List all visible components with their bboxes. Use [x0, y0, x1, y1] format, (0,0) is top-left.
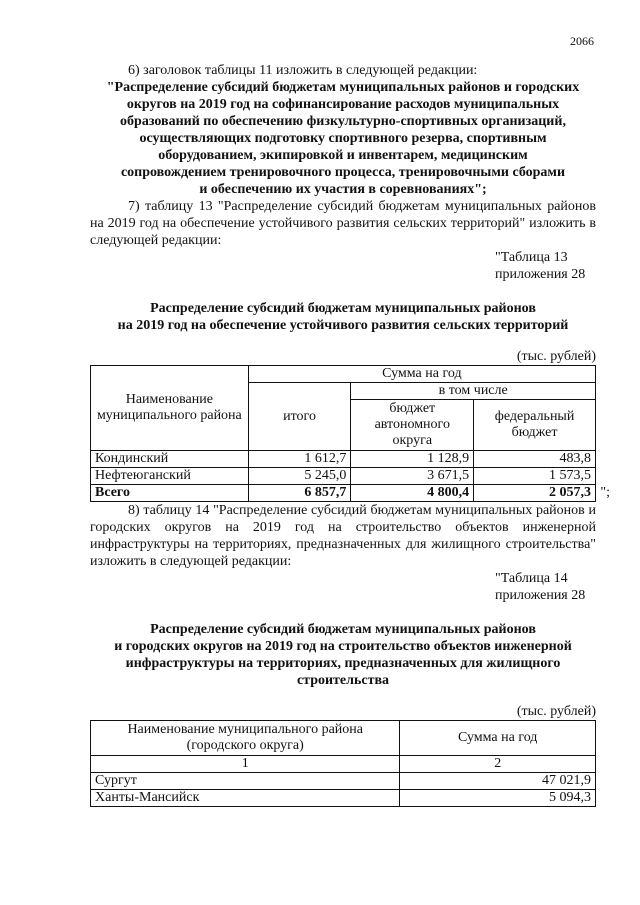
- table13-title: [90, 300, 596, 334]
- item8-text: 8) таблицу 14 "Распределение субсидий бюджетам муниципальных районов и городских округов на 2019 год на строительство объектов инженерной инфраструктуры на территориях, предназначенных для жилищного строительства" изложить в следующей редакции:: [90, 503, 596, 569]
- table13-cell-total: 5 245,0: [248, 468, 351, 485]
- table14-ref-line: "Таблица 14: [495, 571, 568, 586]
- table13-header-name: Наименование муниципального района: [91, 366, 249, 451]
- table13-cell-auto: 1 128,9: [351, 451, 474, 468]
- document-body: [90, 62, 610, 807]
- table13-header-sum: Сумма на год: [248, 366, 595, 383]
- table13-total-federal: 2 057,3: [474, 485, 596, 502]
- item6-title-line: сопровождением тренировочного процесса, тренировочными сборами: [120, 165, 566, 180]
- table13-cell-federal: 1 573,5: [474, 468, 596, 485]
- table14-reference: [495, 570, 596, 604]
- table14-cell-name: Сургут: [91, 773, 400, 790]
- table13: [90, 365, 596, 502]
- table14-col-number: 2: [400, 756, 596, 773]
- table13-closing-quote: ";: [600, 485, 610, 500]
- table13-total-total: 6 857,7: [248, 485, 351, 502]
- item6-title: [90, 79, 596, 198]
- table13-ref-line: "Таблица 13: [495, 250, 568, 265]
- item6-title-line: образований по обеспечению физкультурно-спортивных организаций,: [120, 114, 566, 129]
- table13-cell-auto: 3 671,5: [351, 468, 474, 485]
- table14-number-row: [91, 756, 596, 773]
- table14-cell-name: Ханты-Мансийск: [91, 790, 400, 807]
- table13-reference: [495, 249, 596, 283]
- table13-total-row: [91, 485, 596, 502]
- table13-header-total: итого: [248, 383, 351, 451]
- item6-title-line: округов на 2019 год на софинансирование расходов муниципальных: [126, 97, 560, 112]
- table-row: [91, 451, 596, 468]
- table13-cell-federal: 483,8: [474, 451, 596, 468]
- table-row: [91, 773, 596, 790]
- table13-title-line: Распределение субсидий бюджетам муниципальных районов: [150, 301, 536, 316]
- item6-intro: 6) заголовок таблицы 11 изложить в следующей редакции:: [128, 63, 478, 78]
- item7-text: 7) таблицу 13 "Распределение субсидий бюджетам муниципальных районов на 2019 год на обеспечение устойчивого развития сельских территорий" изложить в следующей редакции:: [90, 199, 596, 248]
- table13-header-auto: бюджет автономного округа: [351, 400, 474, 451]
- table13-ref-line: приложения 28: [495, 267, 586, 282]
- table13-cell-name: Кондинский: [91, 451, 249, 468]
- table14-header-sum: Сумма на год: [400, 721, 596, 756]
- table13-title-line: на 2019 год на обеспечение устойчивого развития сельских территорий: [117, 318, 569, 333]
- table14-unit: (тыс. рублей): [516, 704, 596, 719]
- table14-title-line: Распределение субсидий бюджетам муниципальных районов: [150, 622, 536, 637]
- table14-cell-value: 5 094,3: [400, 790, 596, 807]
- table-row: [91, 790, 596, 807]
- item6-title-line: осуществляющих подготовку спортивного резерва, спортивным: [139, 131, 547, 146]
- table14-title: [90, 621, 596, 689]
- table13-header-federal: федеральный бюджет: [474, 400, 596, 451]
- table13-wrapper: [90, 365, 610, 502]
- item6-title-line: оборудованием, экипировкой и инвентарем, медицинским: [158, 148, 528, 163]
- table13-total-auto: 4 800,4: [351, 485, 474, 502]
- table13-header-including: в том числе: [351, 383, 596, 400]
- table-row: [91, 468, 596, 485]
- table13-unit: (тыс. рублей): [516, 349, 596, 364]
- table14-col-number: 1: [91, 756, 400, 773]
- table14-header-name: Наименование муниципального района (городского округа): [91, 721, 400, 756]
- item6-title-line: и обеспечению их участия в соревнованиях";: [199, 182, 487, 197]
- table14: [90, 720, 596, 807]
- table14-title-line: инфраструктуры на территориях, предназначенных для жилищного: [125, 656, 561, 671]
- table14-cell-value: 47 021,9: [400, 773, 596, 790]
- table14-title-line: строительства: [296, 673, 390, 688]
- table13-total-name: Всего: [91, 485, 249, 502]
- table14-ref-line: приложения 28: [495, 588, 586, 603]
- item6-title-line: "Распределение субсидий бюджетам муниципальных районов и городских: [106, 80, 580, 95]
- table13-cell-total: 1 612,7: [248, 451, 351, 468]
- table13-cell-name: Нефтеюганский: [91, 468, 249, 485]
- table14-title-line: и городских округов на 2019 год на строительство объектов инженерной: [114, 639, 572, 654]
- page-number: 2066: [570, 34, 594, 48]
